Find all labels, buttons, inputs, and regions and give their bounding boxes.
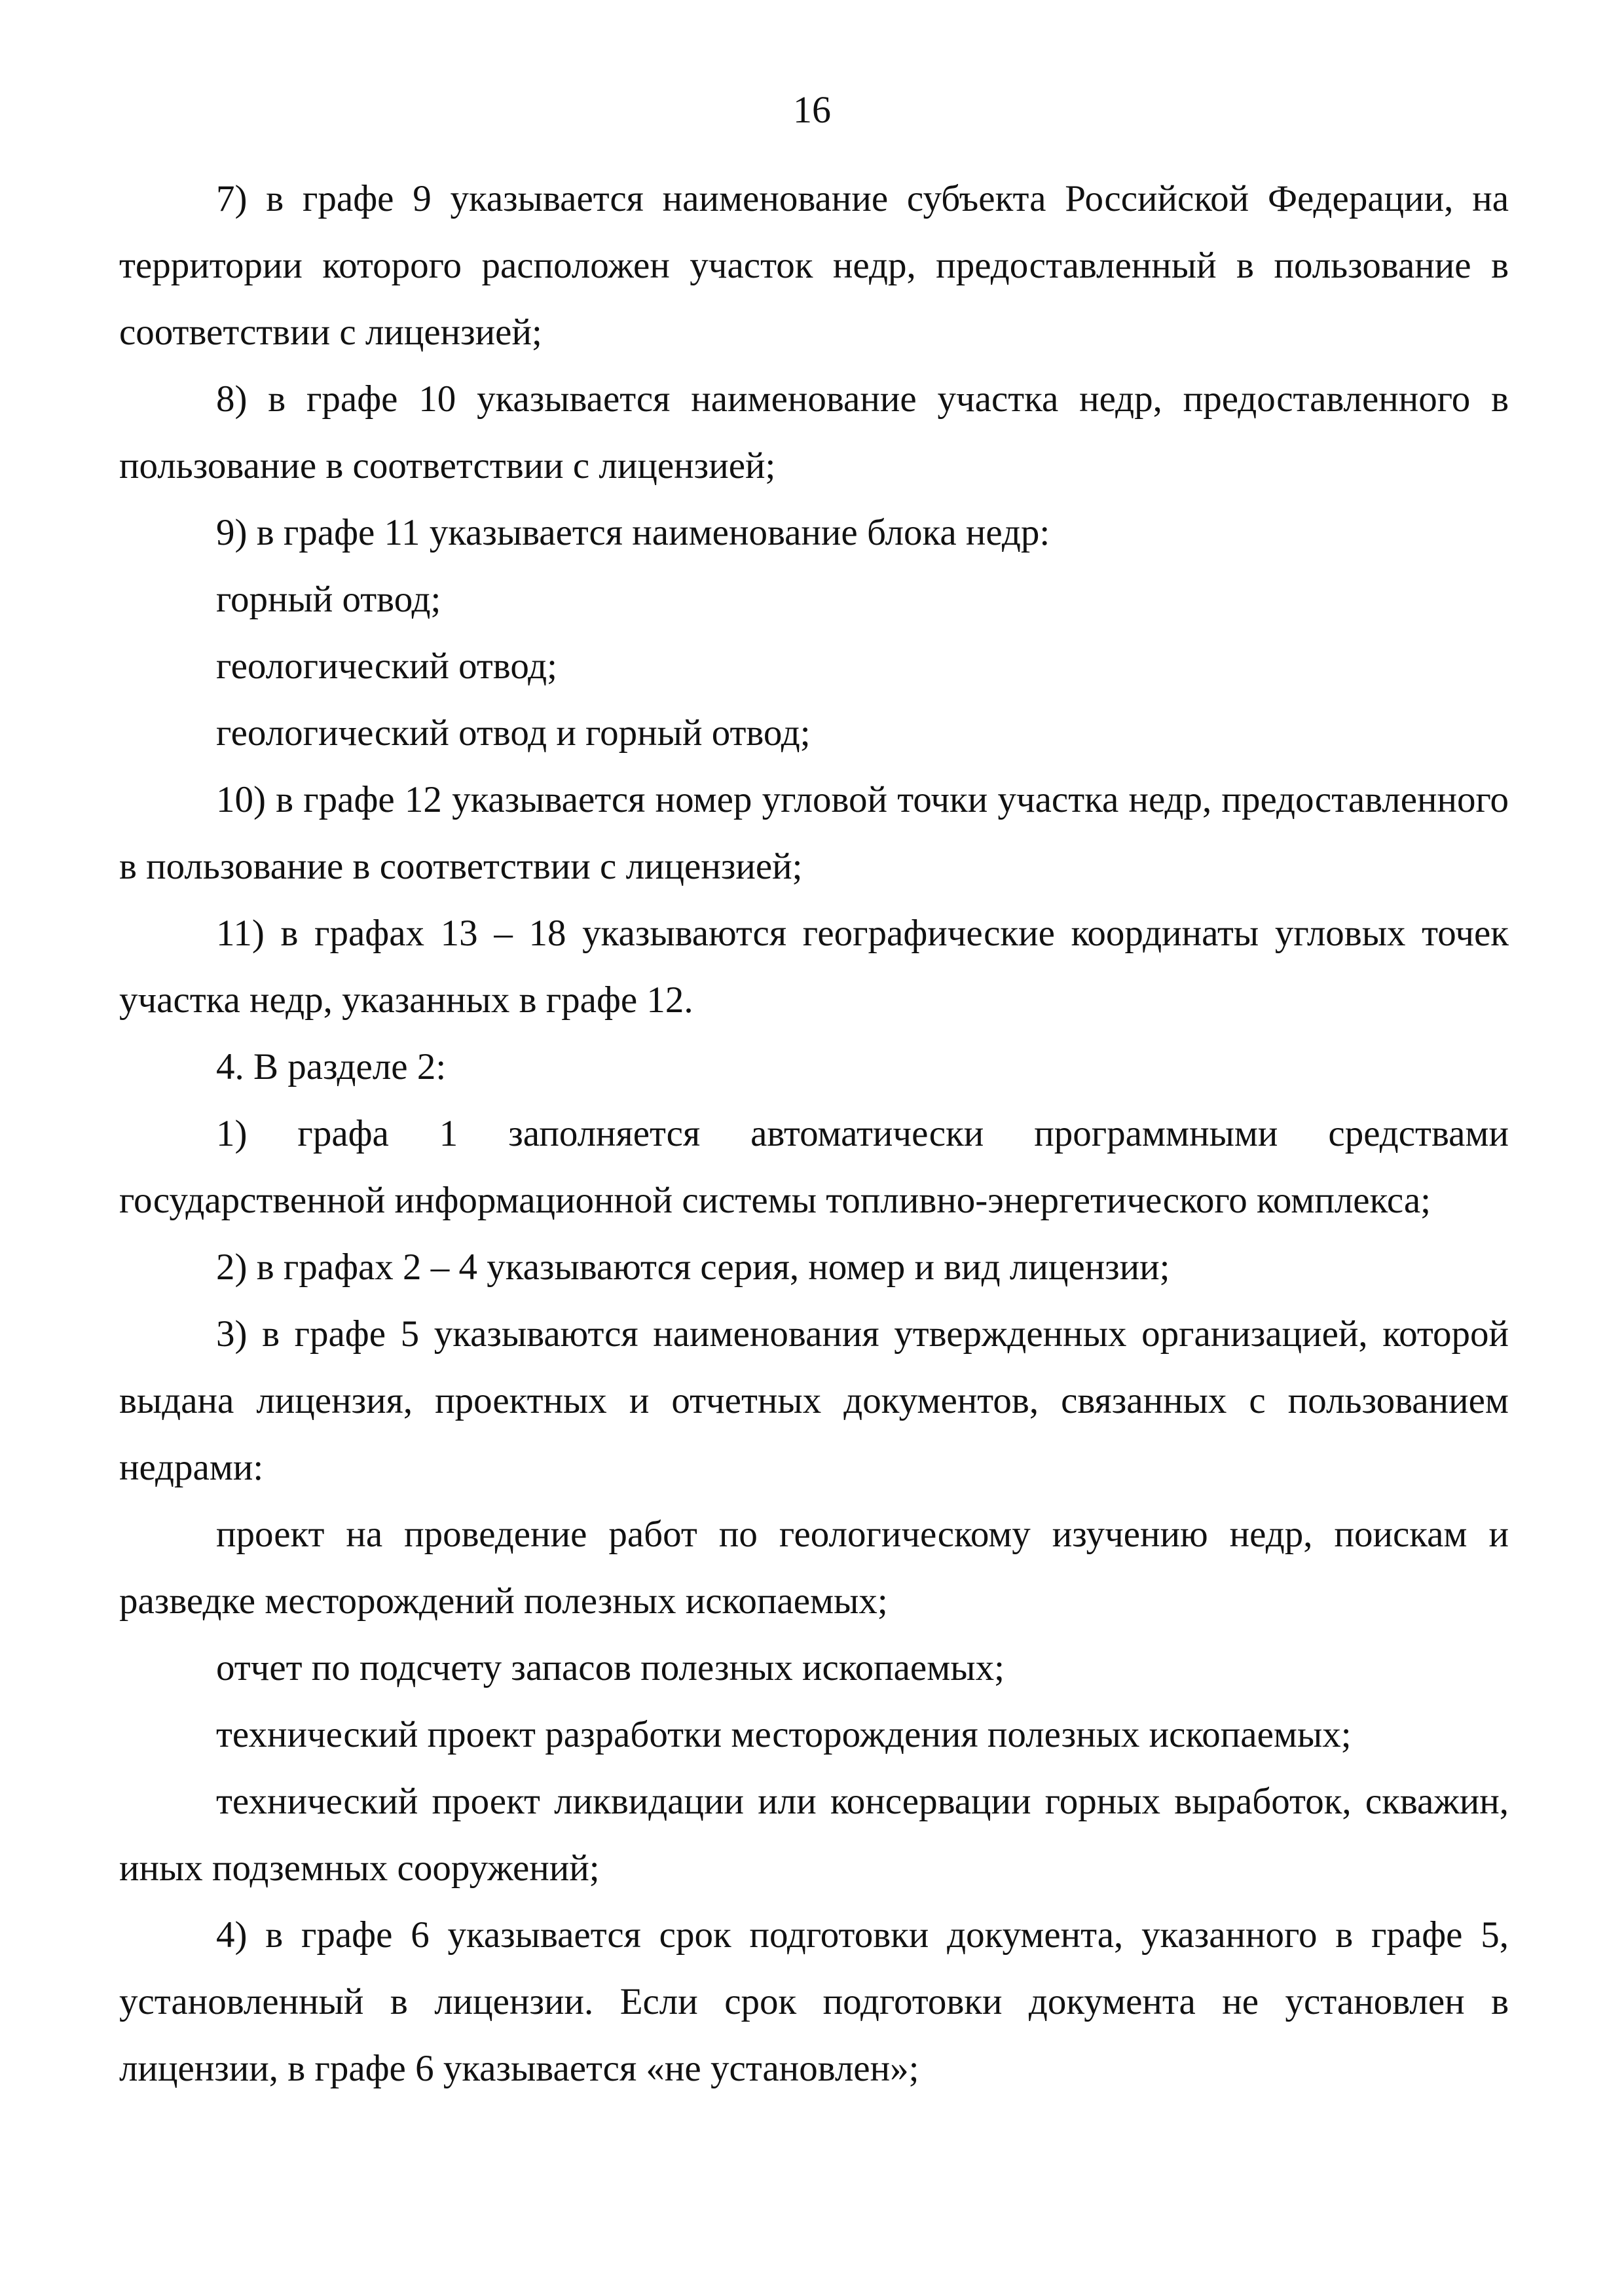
paragraph-item-11: 11) в графах 13 – 18 указываются географические координаты угловых точек участка недр, указанных в графе 12. [119, 913, 1509, 1021]
list-item-mining-allotment: горный отвод; [216, 579, 441, 620]
section4-item-1: 1) графа 1 заполняется автоматически программными средствами государственной информационной системы топливно-энергетического комплекса; [119, 1113, 1509, 1221]
paragraph-item-7: 7) в графе 9 указывается наименование субъекта Российской Федерации, на территории которого расположен участок недр, предоставленный в пользование в соответствии с лицензией; [119, 178, 1509, 353]
paragraph-item-10: 10) в графе 12 указывается номер угловой точки участка недр, предоставленного в пользование в соответствии с лицензией; [119, 779, 1509, 887]
list-item-exploration-project: проект на проведение работ по геологическому изучению недр, поискам и разведке месторождений полезных ископаемых; [119, 1514, 1509, 1622]
paragraph-item-8: 8) в графе 10 указывается наименование участка недр, предоставленного в пользование в соответствии с лицензией; [119, 378, 1509, 486]
list-item-geological-and-mining-allotment: геологический отвод и горный отвод; [216, 712, 811, 754]
section4-item-3: 3) в графе 5 указываются наименования утвержденных организацией, которой выдана лицензия, проектных и отчетных документов, связанных с пользованием недрами: [119, 1313, 1509, 1488]
document-body [119, 166, 1509, 2102]
section4-item-4: 4) в графе 6 указывается срок подготовки документа, указанного в графе 5, установленный в лицензии. Если срок подготовки документа не установлен в лицензии, в графе 6 указывается «не установлен»; [119, 1914, 1509, 2089]
list-item-geological-allotment: геологический отвод; [216, 646, 558, 687]
list-item-development-project: технический проект разработки месторождения полезных ископаемых; [216, 1714, 1352, 1755]
list-item-reserves-report: отчет по подсчету запасов полезных ископаемых; [216, 1647, 1005, 1688]
list-item-liquidation-project: технический проект ликвидации или консервации горных выработок, скважин, иных подземных сооружений; [119, 1781, 1509, 1889]
paragraph-item-9: 9) в графе 11 указывается наименование блока недр: [216, 512, 1050, 553]
section4-item-2: 2) в графах 2 – 4 указываются серия, номер и вид лицензии; [216, 1247, 1170, 1288]
section-heading-4: 4. В разделе 2: [216, 1046, 447, 1087]
page-number: 16 [793, 88, 831, 131]
